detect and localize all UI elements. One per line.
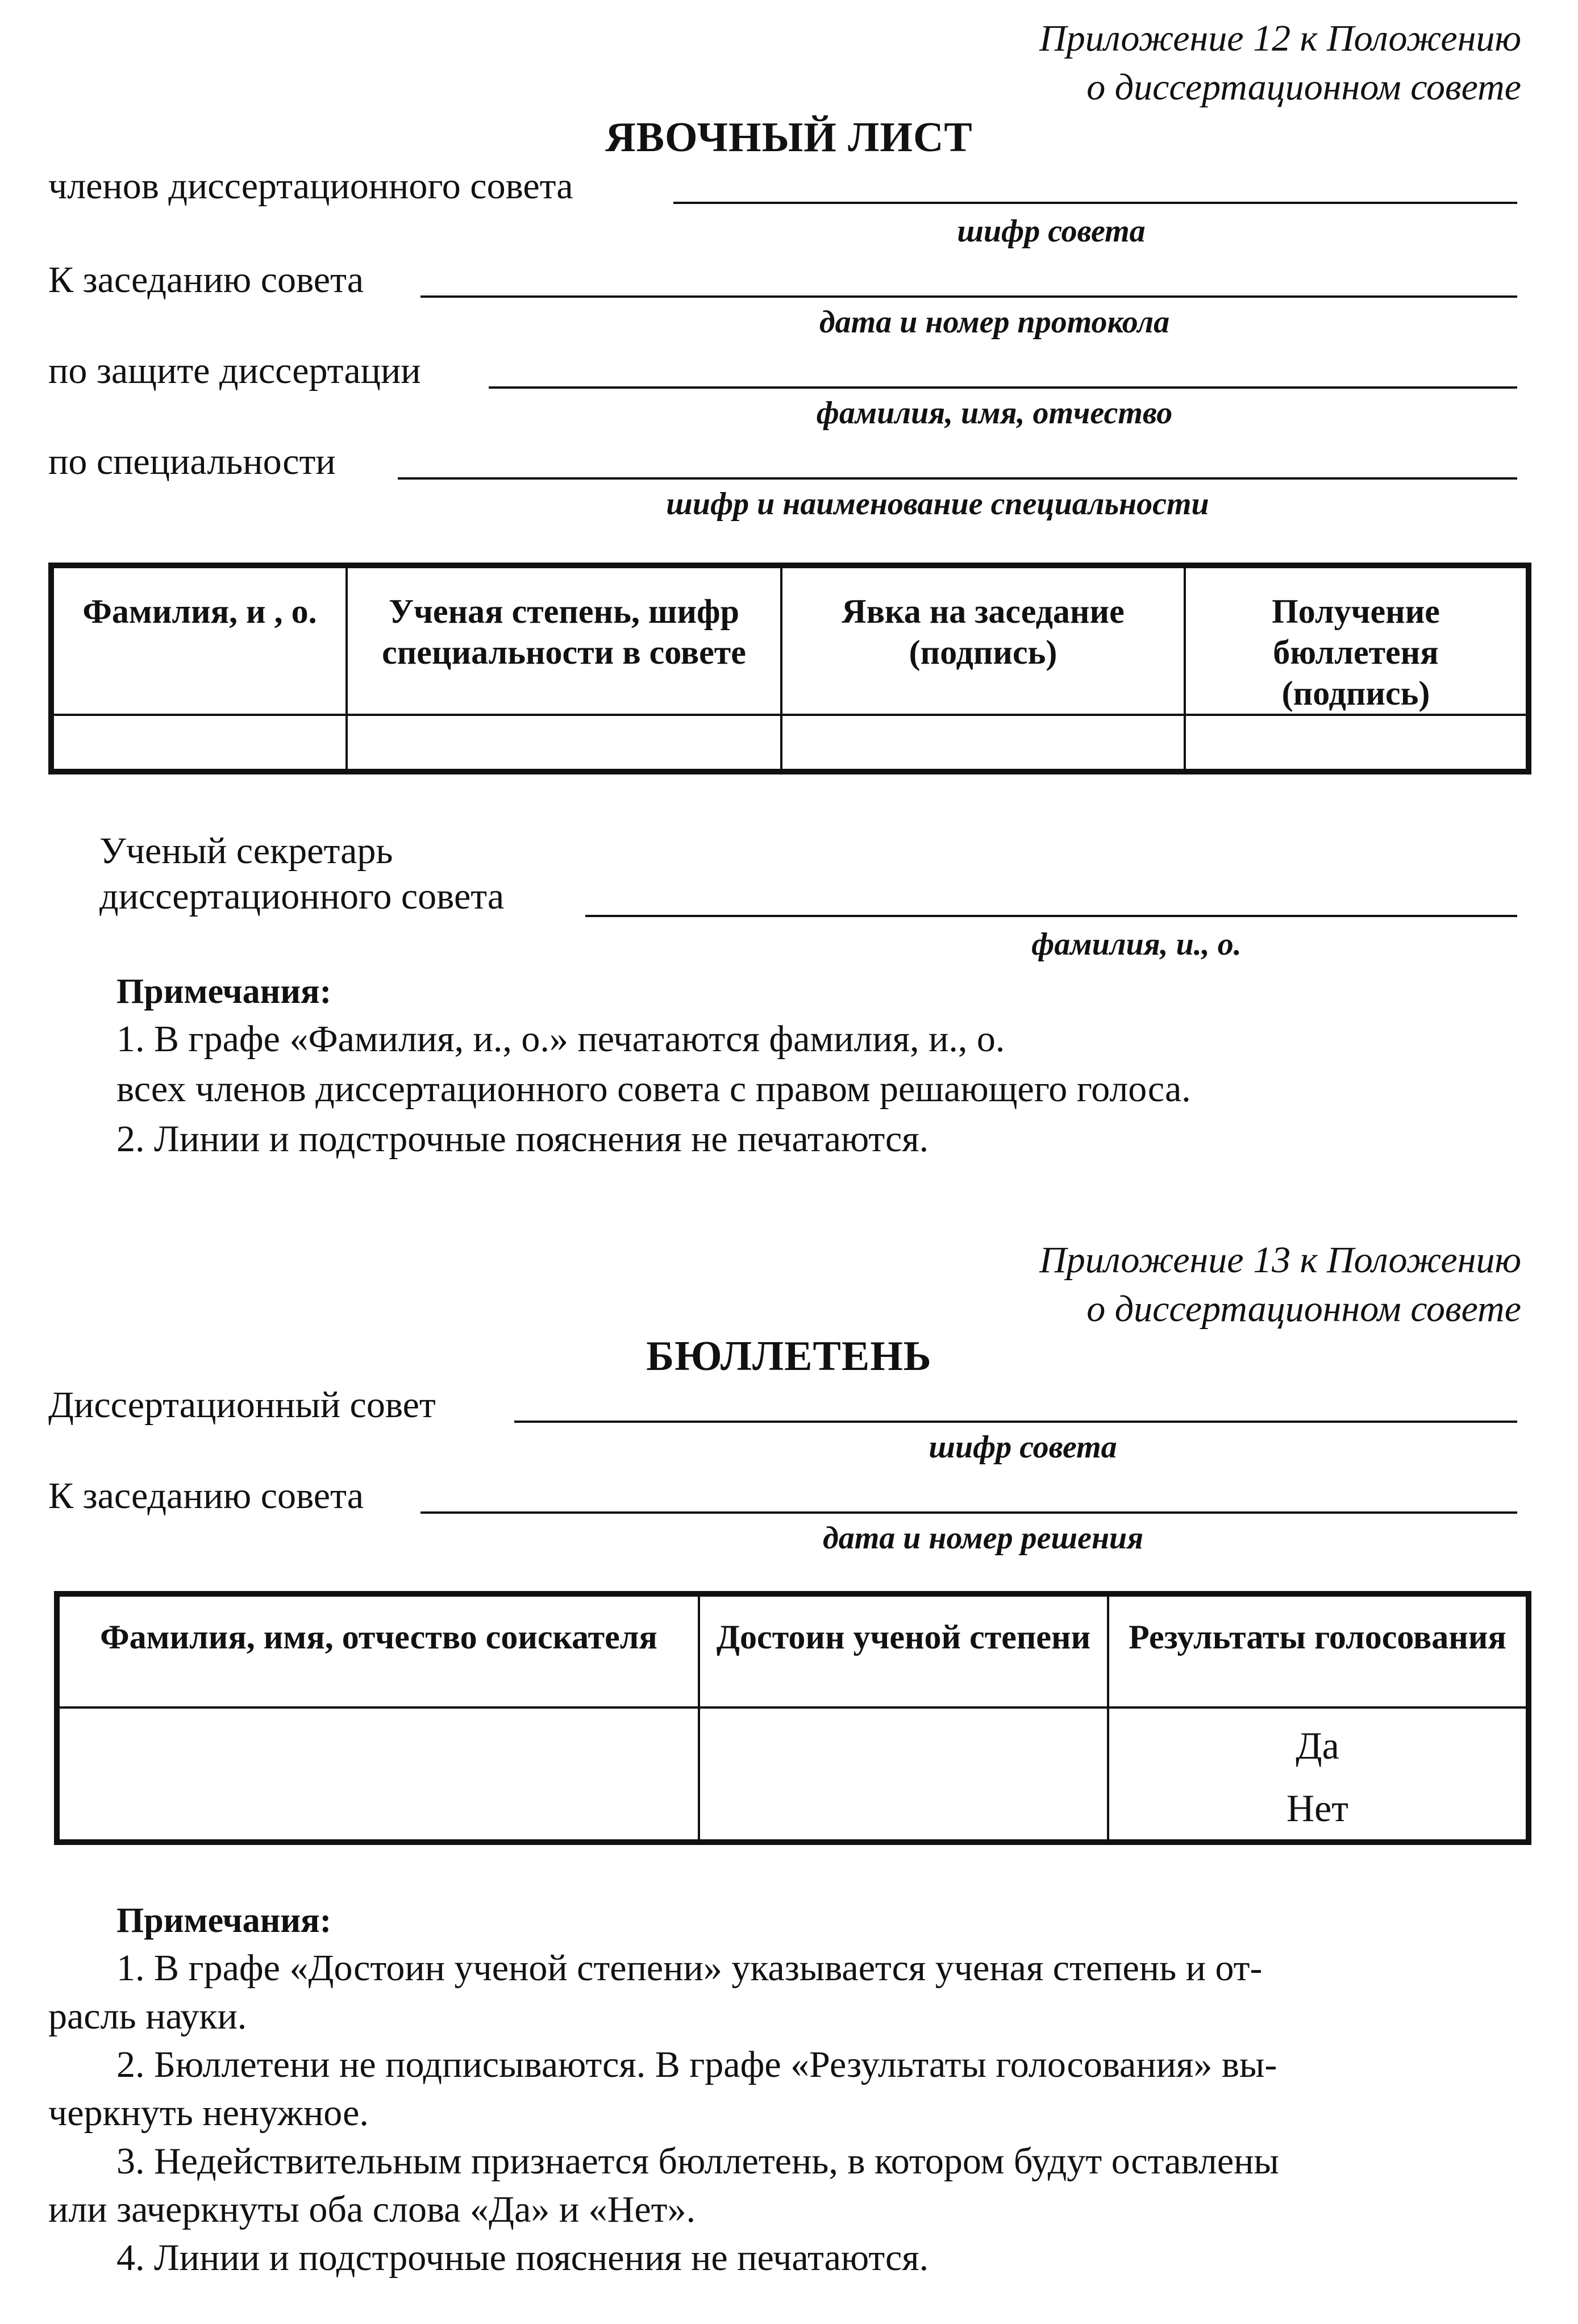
field-meeting-label: К заседанию совета xyxy=(48,259,364,301)
cell-attendance-signature[interactable] xyxy=(781,715,1185,772)
secretary-signature-line[interactable] xyxy=(585,915,1517,917)
appendix-12-reference xyxy=(726,14,1521,112)
ballot-council-line[interactable] xyxy=(514,1421,1517,1423)
ballot-council-code-hint: шифр совета xyxy=(929,1430,1117,1465)
attendance-notes-title: Примечания: xyxy=(116,972,332,1011)
field-protocol-hint: дата и номер протокола xyxy=(819,305,1170,340)
ballot-table xyxy=(54,1591,1531,1845)
ballot-title: БЮЛЛЕТЕНЬ xyxy=(646,1333,932,1380)
header-degree-specialty: Ученая степень, шифр специальности в совете xyxy=(347,565,781,715)
cell-surname[interactable] xyxy=(51,715,347,772)
ballot-table-header-row xyxy=(57,1594,1529,1707)
header-vote-results: Результаты голосования xyxy=(1108,1594,1529,1707)
field-defense-line[interactable] xyxy=(489,386,1517,389)
ballot-note-1: 1. В графе «Достоин ученой степени» указывается ученая степень и от- xyxy=(116,1947,1263,1989)
field-council-members-line[interactable] xyxy=(673,202,1517,204)
cell-ballot-signature[interactable] xyxy=(1185,715,1529,772)
appendix-13-line1: Приложение 13 к Положению xyxy=(1039,1239,1521,1281)
field-council-members-label: членов диссертационного совета xyxy=(48,165,573,207)
ballot-note-2: 2. Бюллетени не подписываются. В графе «Результаты голосования» вы- xyxy=(116,2044,1277,2085)
field-council-code-hint: шифр совета xyxy=(957,214,1146,249)
cell-worthy-degree[interactable] xyxy=(699,1707,1108,1842)
ballot-meeting-label: К заседанию совета xyxy=(48,1475,364,1517)
secretary-label-line2: диссертационного совета xyxy=(99,876,505,917)
header-worthy-degree: Достоин ученой степени xyxy=(699,1594,1108,1707)
vote-no-option[interactable]: Нет xyxy=(1286,1786,1348,1830)
field-meeting-line[interactable] xyxy=(420,295,1517,298)
field-specialty-label: по специальности xyxy=(48,441,336,482)
header-attendance-signature: Явка на заседание (подпись) xyxy=(781,565,1185,715)
field-defense-label: по защите диссертации xyxy=(48,350,421,392)
header-ballot-receipt: Получение бюллетеня (подпись) xyxy=(1185,565,1529,715)
ballot-meeting-line[interactable] xyxy=(420,1511,1517,1514)
ballot-note-1-cont: расль науки. xyxy=(48,1996,247,2037)
attendance-note-1-cont: всех членов диссертационного совета с правом решающего голоса. xyxy=(116,1068,1191,1110)
ballot-note-4: 4. Линии и подстрочные пояснения не печатаются. xyxy=(116,2237,929,2279)
cell-candidate-name[interactable] xyxy=(57,1707,699,1842)
table-row xyxy=(51,715,1529,772)
header-candidate-name: Фамилия, имя, отчество соискателя xyxy=(57,1594,699,1707)
appendix-12-line2: о диссертационном совете xyxy=(1086,66,1521,108)
attendance-note-1: 1. В графе «Фамилия, и., о.» печатаются фамилия, и., о. xyxy=(116,1018,1005,1060)
ballot-note-3: 3. Недействительным признается бюллетень, в котором будут оставлены xyxy=(116,2140,1279,2182)
appendix-13-reference xyxy=(726,1236,1521,1334)
cell-vote-options xyxy=(1108,1707,1529,1842)
attendance-table xyxy=(48,563,1531,774)
ballot-notes-title: Примечания: xyxy=(116,1901,332,1940)
ballot-decision-hint: дата и номер решения xyxy=(822,1521,1144,1556)
vote-yes-option[interactable]: Да xyxy=(1296,1724,1339,1767)
attendance-note-2: 2. Линии и подстрочные пояснения не печатаются. xyxy=(116,1118,929,1160)
attendance-sheet-title: ЯВОЧНЫЙ ЛИСТ xyxy=(605,114,973,161)
header-surname-initials: Фамилия, и , о. xyxy=(51,565,347,715)
ballot-note-3-cont: или зачеркнуты оба слова «Да» и «Нет». xyxy=(48,2189,696,2230)
secretary-label-line1: Ученый секретарь xyxy=(99,830,393,872)
appendix-12-line1: Приложение 12 к Положению xyxy=(1039,18,1521,59)
cell-degree[interactable] xyxy=(347,715,781,772)
field-full-name-hint: фамилия, имя, отчество xyxy=(816,395,1173,431)
attendance-table-header-row xyxy=(51,565,1529,715)
ballot-note-2-cont: черкнуть ненужное. xyxy=(48,2092,369,2134)
field-specialty-line[interactable] xyxy=(398,477,1517,480)
secretary-name-hint: фамилия, и., о. xyxy=(1031,927,1242,962)
table-row xyxy=(57,1707,1529,1842)
appendix-13-line2: о диссертационном совете xyxy=(1086,1288,1521,1330)
ballot-council-label: Диссертационный совет xyxy=(48,1384,436,1426)
field-specialty-hint: шифр и наименование специальности xyxy=(666,486,1209,522)
